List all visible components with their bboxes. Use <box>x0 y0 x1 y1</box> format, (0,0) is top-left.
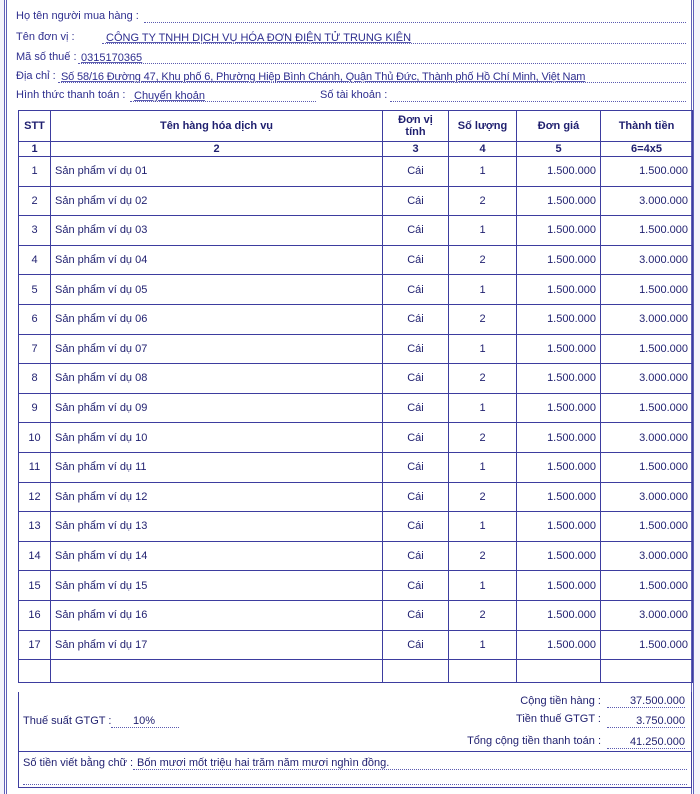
row-quantity: 1 <box>449 216 517 246</box>
empty-row <box>19 660 693 683</box>
row-quantity: 2 <box>449 364 517 394</box>
row-amount: 1.500.000 <box>601 216 693 246</box>
header-quantity: Số lượng <box>449 111 517 142</box>
row-quantity: 1 <box>449 452 517 482</box>
index-cell: 6=4x5 <box>601 142 693 157</box>
row-stt: 3 <box>19 216 51 246</box>
row-unit: Cái <box>383 334 449 364</box>
account-field <box>390 101 686 102</box>
row-unit: Cái <box>383 600 449 630</box>
grand-total-label: Tổng cộng tiền thanh toán : <box>467 735 601 747</box>
table-row <box>19 245 693 275</box>
grand-total-value: 41.250.000 <box>607 736 685 749</box>
row-quantity: 1 <box>449 334 517 364</box>
vat-amount-label: Tiền thuế GTGT : <box>516 713 601 725</box>
row-quantity: 2 <box>449 423 517 453</box>
row-item-name: Sản phẩm ví dụ 01 <box>51 157 383 187</box>
empty-cell <box>19 660 51 683</box>
row-quantity: 1 <box>449 393 517 423</box>
row-unit-price: 1.500.000 <box>517 512 601 542</box>
row-unit: Cái <box>383 157 449 187</box>
row-item-name: Sản phẩm ví dụ 15 <box>51 571 383 601</box>
row-amount: 3.000.000 <box>601 186 693 216</box>
row-unit-price: 1.500.000 <box>517 186 601 216</box>
address-line <box>16 70 686 84</box>
row-unit: Cái <box>383 423 449 453</box>
words-label: Số tiền viết bằng chữ : <box>23 757 134 769</box>
index-cell: 3 <box>383 142 449 157</box>
row-stt: 13 <box>19 512 51 542</box>
row-unit: Cái <box>383 452 449 482</box>
subtotal-label: Cộng tiền hàng : <box>520 695 601 707</box>
table-row <box>19 512 693 542</box>
row-unit: Cái <box>383 482 449 512</box>
table-row <box>19 304 693 334</box>
row-quantity: 2 <box>449 541 517 571</box>
row-amount: 1.500.000 <box>601 334 693 364</box>
row-unit-price: 1.500.000 <box>517 304 601 334</box>
company-value: CÔNG TY TNHH DỊCH VỤ HÓA ĐƠN ĐIỆN TỬ TRUNG KIÊN <box>106 32 412 44</box>
row-item-name: Sản phẩm ví dụ 07 <box>51 334 383 364</box>
row-quantity: 2 <box>449 482 517 512</box>
row-unit: Cái <box>383 304 449 334</box>
words-value: Bốn mươi mốt triệu hai trăm năm mươi nghìn đồng. <box>137 757 390 769</box>
row-unit-price: 1.500.000 <box>517 216 601 246</box>
account-label: Số tài khoản : <box>320 89 388 101</box>
row-item-name: Sản phẩm ví dụ 14 <box>51 541 383 571</box>
row-unit-price: 1.500.000 <box>517 541 601 571</box>
table-row <box>19 423 693 453</box>
row-item-name: Sản phẩm ví dụ 06 <box>51 304 383 334</box>
header-unit-price: Đơn giá <box>517 111 601 142</box>
subtotal-value: 37.500.000 <box>607 695 685 708</box>
row-stt: 6 <box>19 304 51 334</box>
table-row <box>19 630 693 660</box>
row-unit: Cái <box>383 245 449 275</box>
header-amount: Thành tiền <box>601 111 693 142</box>
row-quantity: 2 <box>449 245 517 275</box>
row-amount: 1.500.000 <box>601 393 693 423</box>
row-stt: 16 <box>19 600 51 630</box>
buyer-name-field <box>144 22 686 23</box>
row-unit-price: 1.500.000 <box>517 630 601 660</box>
row-item-name: Sản phẩm ví dụ 13 <box>51 512 383 542</box>
row-amount: 3.000.000 <box>601 541 693 571</box>
row-item-name: Sản phẩm ví dụ 02 <box>51 186 383 216</box>
payment-line <box>16 89 686 103</box>
row-amount: 1.500.000 <box>601 630 693 660</box>
row-amount: 3.000.000 <box>601 245 693 275</box>
header-item-name: Tên hàng hóa dịch vụ <box>51 111 383 142</box>
row-amount: 3.000.000 <box>601 304 693 334</box>
empty-cell <box>383 660 449 683</box>
table-row <box>19 393 693 423</box>
row-unit-price: 1.500.000 <box>517 245 601 275</box>
row-quantity: 1 <box>449 630 517 660</box>
column-index-row <box>19 142 693 157</box>
row-stt: 1 <box>19 157 51 187</box>
row-amount: 3.000.000 <box>601 364 693 394</box>
row-unit-price: 1.500.000 <box>517 600 601 630</box>
row-unit-price: 1.500.000 <box>517 275 601 305</box>
row-unit-price: 1.500.000 <box>517 571 601 601</box>
row-amount: 1.500.000 <box>601 512 693 542</box>
index-cell: 4 <box>449 142 517 157</box>
table-header-row <box>19 111 693 142</box>
vat-rate-label: Thuế suất GTGT : <box>23 715 112 727</box>
table-row <box>19 157 693 187</box>
row-unit: Cái <box>383 571 449 601</box>
row-unit: Cái <box>383 541 449 571</box>
company-line <box>16 31 686 45</box>
buyer-name-label: Họ tên người mua hàng : <box>16 10 139 22</box>
address-value: Số 58/16 Đường 47, Khu phố 6, Phường Hiệp Bình Chánh, Quận Thủ Đức, Thành phố Hồ Chí Minh, Việt Nam <box>61 71 586 83</box>
vat-amount-value: 3.750.000 <box>607 715 685 728</box>
tax-code-value: 0315170365 <box>81 52 143 64</box>
table-row <box>19 600 693 630</box>
row-amount: 3.000.000 <box>601 600 693 630</box>
row-item-name: Sản phẩm ví dụ 16 <box>51 600 383 630</box>
row-stt: 12 <box>19 482 51 512</box>
row-item-name: Sản phẩm ví dụ 12 <box>51 482 383 512</box>
vat-rate-value: 10% <box>111 715 179 728</box>
row-unit: Cái <box>383 186 449 216</box>
row-stt: 7 <box>19 334 51 364</box>
row-quantity: 1 <box>449 275 517 305</box>
row-stt: 11 <box>19 452 51 482</box>
table-row <box>19 541 693 571</box>
row-stt: 8 <box>19 364 51 394</box>
row-amount: 1.500.000 <box>601 571 693 601</box>
row-unit-price: 1.500.000 <box>517 334 601 364</box>
row-amount: 1.500.000 <box>601 275 693 305</box>
row-unit-price: 1.500.000 <box>517 423 601 453</box>
row-unit-price: 1.500.000 <box>517 452 601 482</box>
row-unit-price: 1.500.000 <box>517 157 601 187</box>
row-amount: 3.000.000 <box>601 482 693 512</box>
row-item-name: Sản phẩm ví dụ 08 <box>51 364 383 394</box>
items-table <box>18 110 693 683</box>
table-row <box>19 364 693 394</box>
row-amount: 1.500.000 <box>601 452 693 482</box>
row-stt: 5 <box>19 275 51 305</box>
tax-code-line <box>16 51 686 65</box>
header-stt: STT <box>19 111 51 142</box>
row-item-name: Sản phẩm ví dụ 09 <box>51 393 383 423</box>
row-unit-price: 1.500.000 <box>517 482 601 512</box>
address-label: Địa chỉ : <box>16 70 56 82</box>
row-unit: Cái <box>383 512 449 542</box>
row-item-name: Sản phẩm ví dụ 17 <box>51 630 383 660</box>
tax-code-label: Mã số thuế : <box>16 51 77 63</box>
row-stt: 10 <box>19 423 51 453</box>
row-item-name: Sản phẩm ví dụ 04 <box>51 245 383 275</box>
buyer-name-line <box>16 10 686 24</box>
row-stt: 15 <box>19 571 51 601</box>
totals-section <box>18 692 692 752</box>
row-stt: 2 <box>19 186 51 216</box>
row-unit-price: 1.500.000 <box>517 393 601 423</box>
table-row <box>19 571 693 601</box>
row-quantity: 1 <box>449 571 517 601</box>
table-row <box>19 216 693 246</box>
empty-cell <box>517 660 601 683</box>
index-cell: 5 <box>517 142 601 157</box>
payment-value: Chuyển khoản <box>134 90 205 102</box>
row-quantity: 2 <box>449 304 517 334</box>
row-stt: 14 <box>19 541 51 571</box>
table-row <box>19 334 693 364</box>
row-stt: 17 <box>19 630 51 660</box>
row-stt: 9 <box>19 393 51 423</box>
table-row <box>19 452 693 482</box>
row-quantity: 2 <box>449 600 517 630</box>
row-unit: Cái <box>383 630 449 660</box>
row-amount: 3.000.000 <box>601 423 693 453</box>
header-unit: Đơn vị tính <box>383 111 449 142</box>
row-item-name: Sản phẩm ví dụ 05 <box>51 275 383 305</box>
row-amount: 1.500.000 <box>601 157 693 187</box>
row-unit: Cái <box>383 364 449 394</box>
table-row <box>19 186 693 216</box>
row-unit: Cái <box>383 275 449 305</box>
row-item-name: Sản phẩm ví dụ 03 <box>51 216 383 246</box>
payment-label: Hình thức thanh toán : <box>16 89 126 101</box>
index-cell: 1 <box>19 142 51 157</box>
row-unit-price: 1.500.000 <box>517 364 601 394</box>
row-unit: Cái <box>383 216 449 246</box>
company-label: Tên đơn vị : <box>16 31 75 43</box>
table-row <box>19 482 693 512</box>
row-unit: Cái <box>383 393 449 423</box>
row-quantity: 1 <box>449 512 517 542</box>
row-item-name: Sản phẩm ví dụ 10 <box>51 423 383 453</box>
row-quantity: 1 <box>449 157 517 187</box>
amount-in-words-section <box>18 752 692 788</box>
empty-cell <box>449 660 517 683</box>
row-quantity: 2 <box>449 186 517 216</box>
table-row <box>19 275 693 305</box>
empty-cell <box>601 660 693 683</box>
empty-cell <box>51 660 383 683</box>
index-cell: 2 <box>51 142 383 157</box>
row-item-name: Sản phẩm ví dụ 11 <box>51 452 383 482</box>
row-stt: 4 <box>19 245 51 275</box>
